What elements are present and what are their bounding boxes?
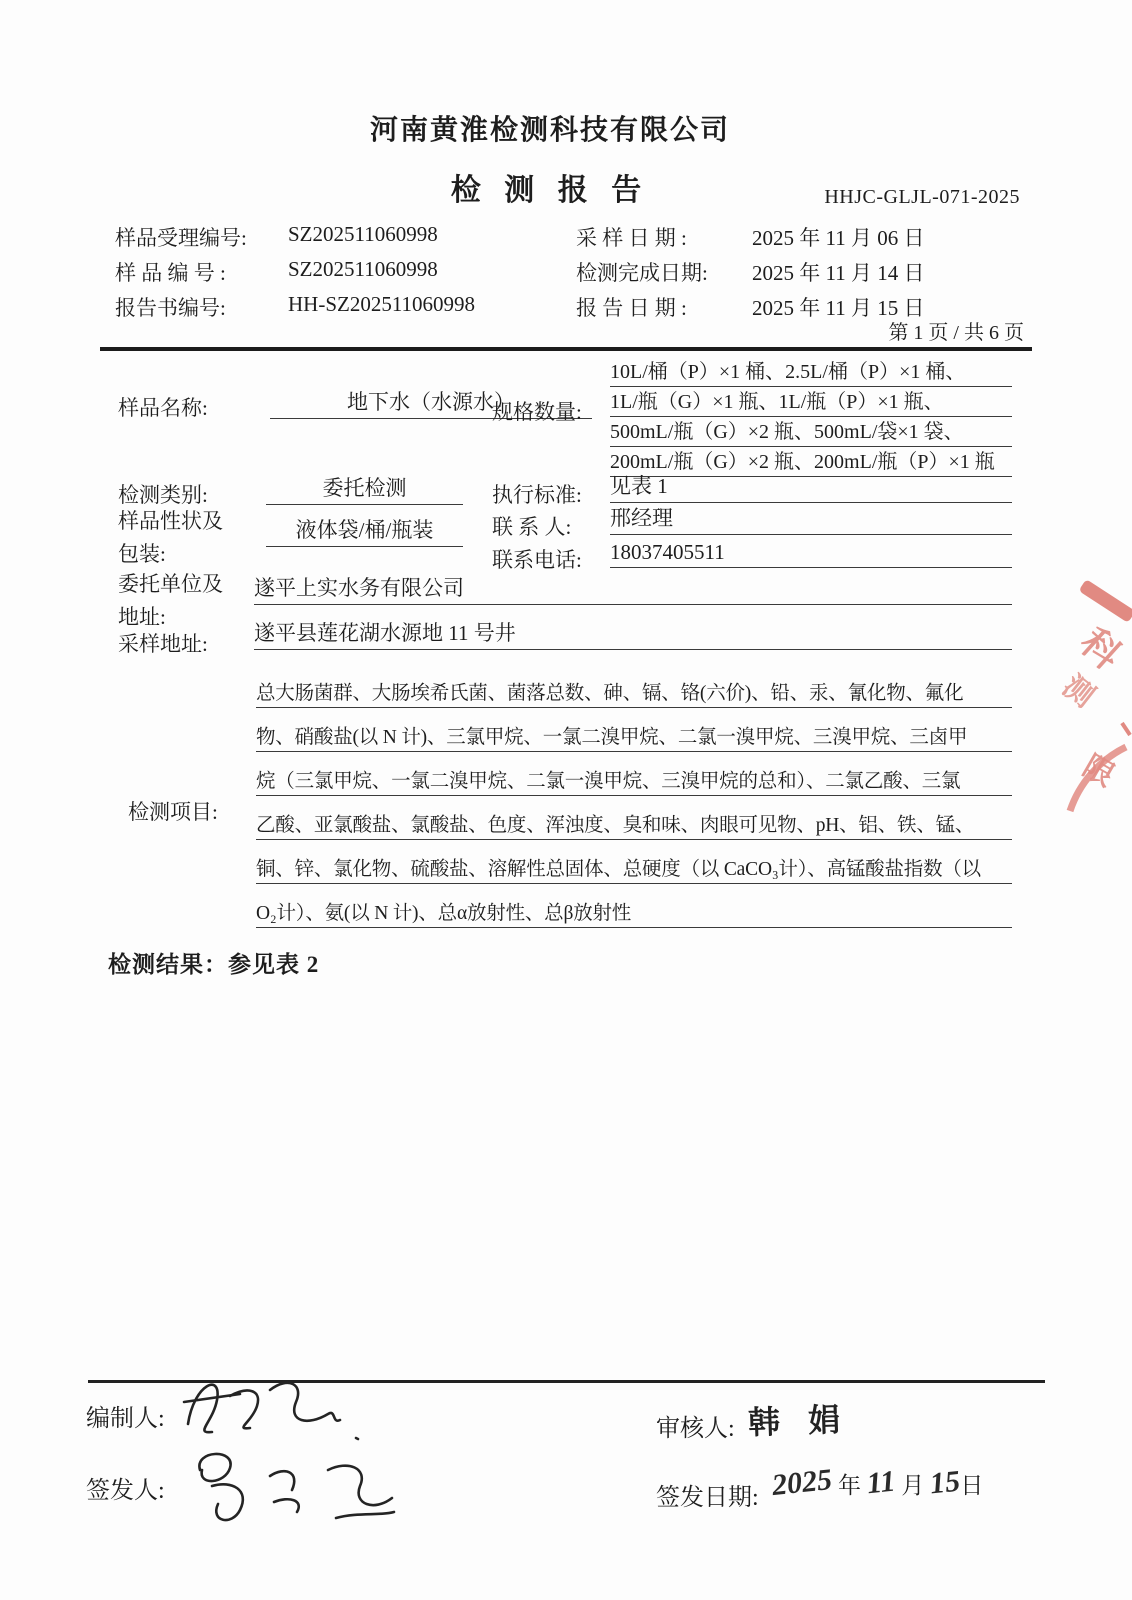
test-type-value: 委托检测 — [266, 477, 463, 505]
standard-label: 执行标准: — [492, 483, 582, 507]
test-items-line: O₂计）、氨(以 N 计)、总α放射性、总β放射性 — [256, 894, 1012, 928]
svg-text:测: 测 — [1056, 669, 1101, 714]
test-items-line: 物、硝酸盐(以 N 计)、三氯甲烷、一氯二溴甲烷、二氯一溴甲烷、三溴甲烷、三卤甲 — [256, 718, 1012, 752]
test-items-line: 乙酸、亚氯酸盐、氯酸盐、色度、浑浊度、臭和味、肉眼可见物、pH、铝、铁、锰、 — [256, 806, 1012, 840]
test-items-label: 检测项目: — [128, 800, 218, 824]
spec-line: 200mL/瓶（G）×2 瓶、200mL/瓶（P）×1 瓶 — [610, 448, 1012, 477]
issuer-label: 签发人: — [86, 1478, 165, 1504]
client-label-2: 地址: — [118, 605, 166, 629]
report-no-value: HH-SZ202511060998 — [288, 292, 476, 316]
report-code: HHJC-GLJL-071-2025 — [824, 186, 1020, 208]
sample-character-label-2: 包装: — [118, 542, 166, 566]
spec-line: 1L/瓶（G）×1 瓶、1L/瓶（P）×1 瓶、 — [610, 388, 1012, 417]
test-items-line: 总大肠菌群、大肠埃希氏菌、菌落总数、砷、镉、铬(六价)、铅、汞、氰化物、氟化 — [256, 674, 1012, 708]
result-reference: 检测结果：参见表 2 — [108, 952, 320, 977]
spec-line: 10L/桶（P）×1 桶、2.5L/桶（P）×1 桶、 — [610, 358, 1012, 387]
issue-date-year: 2025 — [770, 1462, 834, 1503]
report-date-label: 报 告 日 期 : — [576, 296, 687, 320]
contact-phone-label: 联系电话: — [492, 548, 582, 572]
issue-date — [770, 1462, 989, 1503]
sample-name-label: 样品名称: — [118, 396, 208, 420]
sample-character-value: 液体袋/桶/瓶装 — [266, 519, 463, 547]
sampling-date-value: 2025 年 11 月 06 日 — [752, 226, 925, 250]
issue-date-label: 签发日期: — [656, 1485, 759, 1511]
year-unit: 年 — [838, 1472, 861, 1498]
svg-text:限: 限 — [1077, 749, 1120, 794]
client-value: 遂平上实水务有限公司 — [254, 576, 1012, 605]
contact-person-value: 邢经理 — [610, 507, 1012, 535]
red-seal-stamp — [1052, 575, 1132, 815]
contact-person-label: 联 系 人: — [492, 515, 572, 539]
meta-row-1 — [0, 222, 1132, 256]
spec-quantity-label: 规格数量: — [492, 400, 582, 424]
sample-character-label-1: 样品性状及 — [118, 509, 223, 533]
report-no-label: 报告书编号: — [115, 296, 226, 320]
sample-name-value: 地下水（水源水） — [270, 390, 592, 419]
client-label-1: 委托单位及 — [118, 572, 223, 596]
sample-no-value: SZ202511060998 — [288, 257, 438, 281]
spec-line: 500mL/瓶（G）×2 瓶、500mL/袋×1 袋、 — [610, 418, 1012, 447]
report-title: 检 测 报 告 — [450, 174, 650, 207]
issue-date-day: 15 — [928, 1464, 962, 1501]
contact-phone-value: 18037405511 — [610, 540, 1012, 568]
header-divider — [100, 347, 1032, 351]
page-number: 第 1 页 / 共 6 页 — [888, 322, 1024, 344]
preparer-label: 编制人: — [86, 1406, 165, 1432]
sample-accept-no-label: 样品受理编号: — [115, 226, 247, 250]
test-complete-date-label: 检测完成日期: — [576, 261, 708, 285]
standard-value: 见表 1 — [610, 475, 1012, 503]
meta-row-2 — [0, 257, 1132, 291]
svg-text:科: 科 — [1071, 621, 1129, 678]
reviewer-label: 审核人: — [656, 1416, 735, 1442]
month-unit: 月 — [901, 1472, 925, 1498]
issue-date-month: 11 — [865, 1464, 897, 1501]
report-date-value: 2025 年 11 月 15 日 — [752, 296, 925, 320]
test-items-line: 烷（三氯甲烷、一氯二溴甲烷、二氯一溴甲烷、三溴甲烷的总和）、二氯乙酸、三氯 — [256, 762, 1012, 796]
test-type-label: 检测类别: — [118, 483, 208, 507]
company-name: 河南黄淮检测科技有限公司 — [369, 115, 730, 146]
red-seal-icon — [1052, 575, 1132, 815]
sampling-address-value: 遂平县莲花湖水源地 11 号井 — [254, 621, 1012, 650]
sampling-address-label: 采样地址: — [118, 632, 208, 656]
test-complete-date-value: 2025 年 11 月 14 日 — [752, 261, 925, 285]
sample-accept-no-value: SZ202511060998 — [288, 222, 438, 246]
sampling-date-label: 采 样 日 期 : — [576, 226, 687, 250]
issuer-signature — [178, 1442, 408, 1537]
test-items-line: 铜、锌、氯化物、硫酸盐、溶解性总固体、总硬度（以 CaCO₃计）、高锰酸盐指数（以 — [256, 850, 1012, 884]
day-unit: 日 — [960, 1472, 984, 1498]
sample-no-label: 样 品 编 号 : — [115, 261, 226, 285]
reviewer-signature: 韩 娟 — [747, 1401, 851, 1441]
